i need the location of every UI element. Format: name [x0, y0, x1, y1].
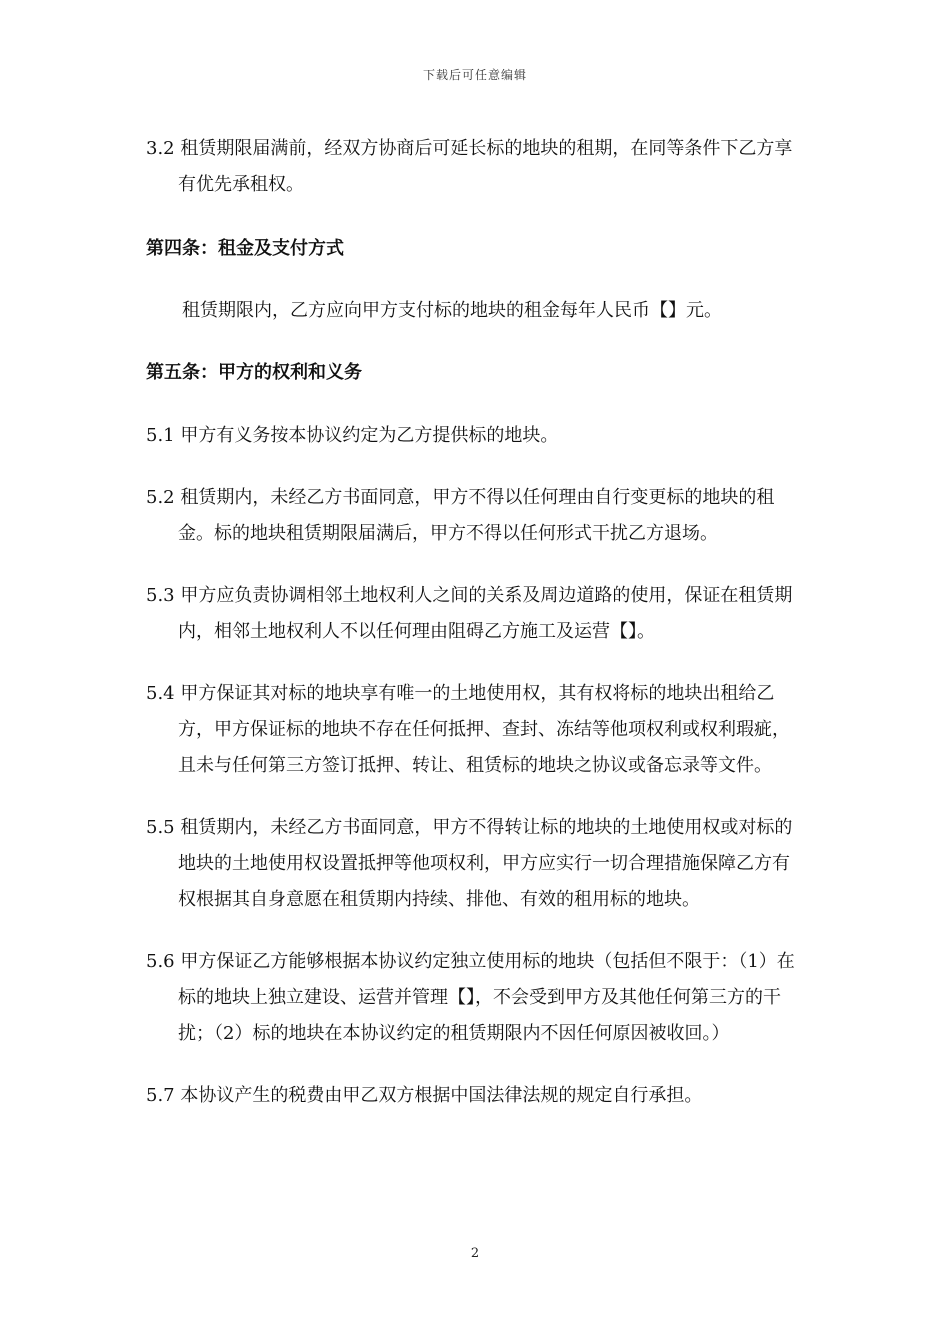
- clause-3-2: 3.2 租赁期限届满前，经双方协商后可延长标的地块的租期，在同等条件下乙方享有优先承租权。: [146, 138, 793, 195]
- clause-5-7: 5.7 本协议产生的税费由甲乙双方根据中国法律法规的规定自行承担。: [146, 1085, 703, 1106]
- clause-5-5: 5.5 租赁期内，未经乙方书面同意，甲方不得转让标的地块的土地使用权或对标的地块的土地使用权设置抵押等他项权利，甲方应实行一切合理措施保障乙方有权根据其自身意愿在租赁期内持续、排他、有效的租用标的地块。: [146, 817, 793, 910]
- article-4-heading: 第四条：租金及支付方式: [146, 238, 344, 259]
- clause-5-4: 5.4 甲方保证其对标的地块享有唯一的土地使用权，其有权将标的地块出租给乙方，甲方保证标的地块不存在任何抵押、查封、冻结等他项权利或权利瑕疵，且未与任何第三方签订抵押、转让、租赁标的地块之协议或备忘录等文件。: [146, 683, 790, 776]
- page-header: 下载后可任意编辑: [422, 68, 527, 82]
- article-5-heading: 第五条：甲方的权利和义务: [146, 362, 362, 383]
- clause-5-2: 5.2 租赁期内，未经乙方书面同意，甲方不得以任何理由自行变更标的地块的租金。标的地块租赁期限届满后，甲方不得以任何形式干扰乙方退场。: [146, 487, 775, 544]
- document-body: [146, 131, 806, 1114]
- clause-5-3: 5.3 甲方应负责协调相邻土地权利人之间的关系及周边道路的使用，保证在租赁期内，相邻土地权利人不以任何理由阻碍乙方施工及运营【】。: [146, 585, 793, 642]
- article-4-body: 租赁期限内，乙方应向甲方支付标的地块的租金每年人民币【】元。: [182, 300, 722, 321]
- clause-5-6: 5.6 甲方保证乙方能够根据本协议约定独立使用标的地块（包括但不限于：（1）在标的地块上独立建设、运营并管理【】，不会受到甲方及其他任何第三方的干扰；（2）标的地块在本协议约定的租赁期限内不因任何原因被收回。）: [146, 951, 795, 1044]
- clause-5-1: 5.1 甲方有义务按本协议约定为乙方提供标的地块。: [146, 425, 559, 446]
- page-number: 2: [470, 1246, 480, 1261]
